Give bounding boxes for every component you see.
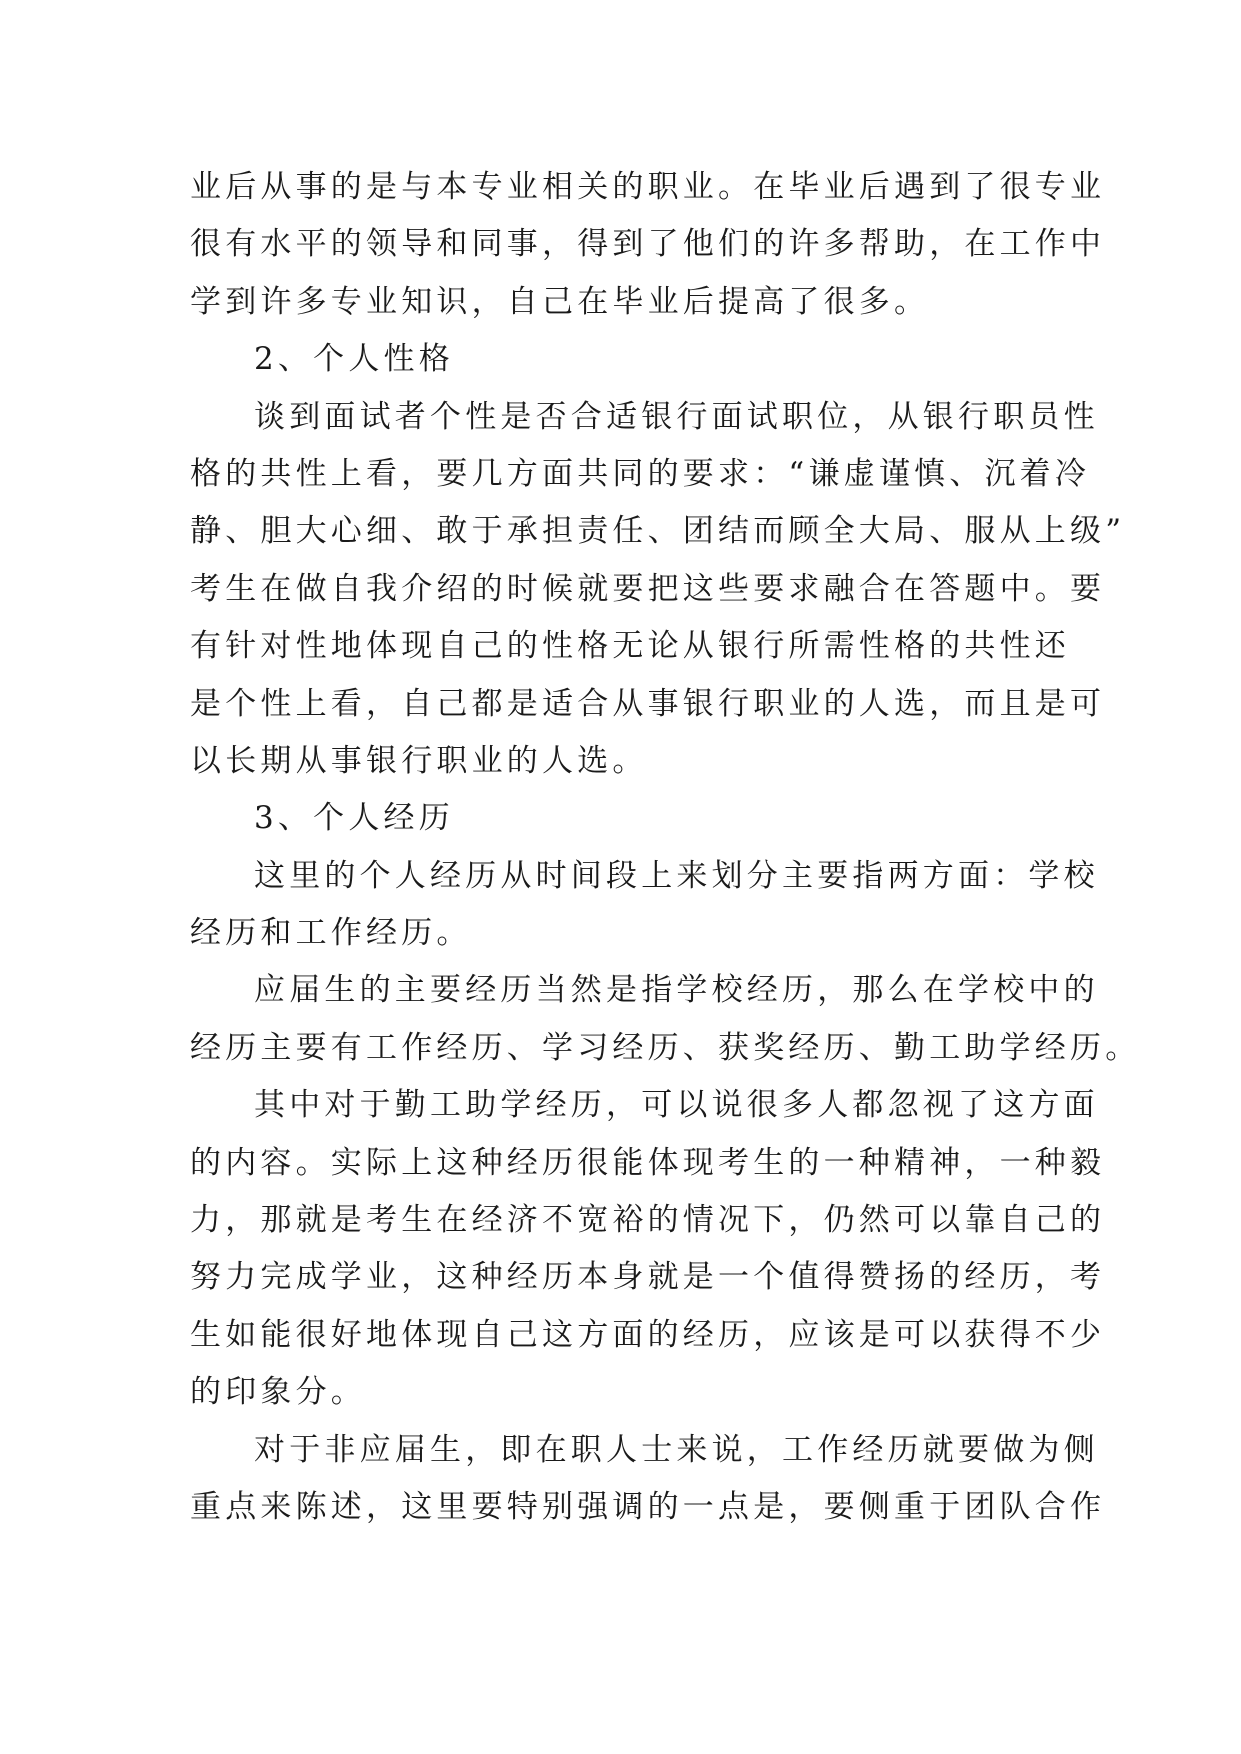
- text-line: 学到许多专业知识，自己在毕业后提高了很多。: [190, 283, 930, 320]
- text-line: 的内容。实际上这种经历很能体现考生的一种精神，一种毅: [190, 1144, 1106, 1181]
- text-line: 静、胆大心细、敢于承担责任、团结而顾全大局、服从上级”: [190, 513, 1126, 550]
- text-line: 以长期从事银行职业的人选。: [190, 742, 648, 779]
- text-line: 谈到面试者个性是否合适银行面试职位，从银行职员性: [254, 398, 1099, 435]
- text-line: 很有水平的领导和同事，得到了他们的许多帮助，在工作中: [190, 226, 1106, 263]
- text-line: 考生在做自我介绍的时候就要把这些要求融合在答题中。要: [190, 570, 1106, 607]
- text-line: 生如能很好地体现自己这方面的经历，应该是可以获得不少: [190, 1316, 1106, 1353]
- body-text: [190, 159, 1141, 1536]
- text-line: 重点来陈述，这里要特别强调的一点是，要侧重于团队合作: [190, 1488, 1106, 1525]
- text-line: 经历和工作经历。: [190, 915, 472, 952]
- text-line: 格的共性上看，要几方面共同的要求：“谦虚谨慎、沉着冷: [190, 455, 1091, 492]
- text-line: 的印象分。: [190, 1374, 366, 1411]
- text-line: 经历主要有工作经历、学习经历、获奖经历、勤工助学经历。: [190, 1029, 1141, 1066]
- text-line: 有针对性地体现自己的性格无论从银行所需性格的共性还: [190, 628, 1070, 665]
- text-line: 对于非应届生，即在职人士来说，工作经历就要做为侧: [254, 1431, 1099, 1468]
- section-heading: 2、个人性格: [254, 341, 454, 378]
- text-line: 这里的个人经历从时间段上来划分主要指两方面：学校: [254, 857, 1099, 894]
- text-line: 业后从事的是与本专业相关的职业。在毕业后遇到了很专业: [190, 169, 1106, 205]
- text-line: 应届生的主要经历当然是指学校经历，那么在学校中的: [254, 972, 1099, 1009]
- text-line: 是个性上看，自己都是适合从事银行职业的人选，而且是可: [190, 685, 1106, 722]
- text-line: 力，那就是考生在经济不宽裕的情况下，仍然可以靠自己的: [190, 1202, 1106, 1239]
- text-line: 努力完成学业，这种经历本身就是一个值得赞扬的经历，考: [190, 1259, 1106, 1296]
- section-heading: 3、个人经历: [254, 800, 454, 837]
- text-line: 其中对于勤工助学经历，可以说很多人都忽视了这方面: [254, 1087, 1099, 1124]
